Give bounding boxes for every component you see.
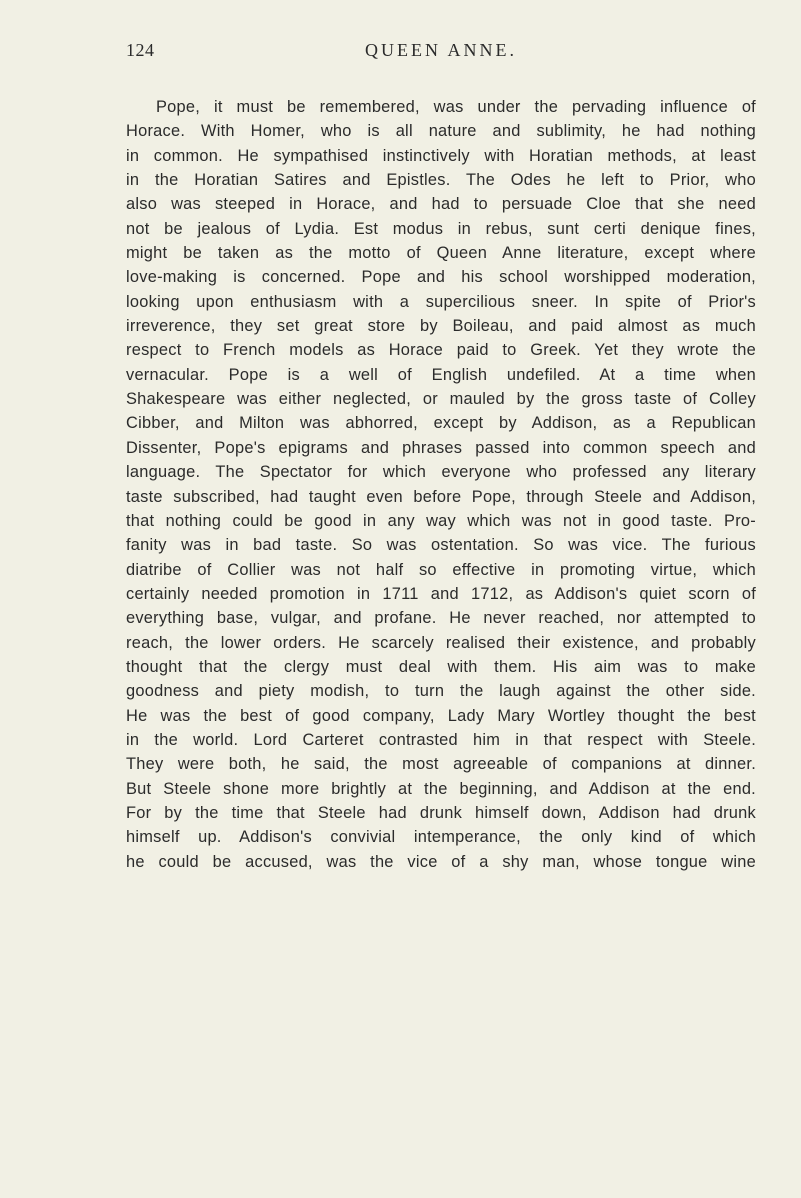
text-line: irreverence, they set great store by Boileau, and paid almost as much (126, 317, 756, 336)
text-line: language. The Spectator for which everyone who professed any literary (126, 463, 756, 482)
running-title: QUEEN ANNE. (365, 40, 517, 60)
text-line: Cibber, and Milton was abhorred, except by Addison, as a Republican (126, 414, 756, 433)
text-line: diatribe of Collier was not half so effective in promoting virtue, which (126, 560, 756, 579)
text-line: that nothing could be good in any way which was not in good taste. Pro- (126, 511, 756, 530)
text-line: They were both, he said, the most agreeable of companions at dinner. (126, 755, 756, 774)
text-line: love-making is concerned. Pope and his school worshipped moderation, (126, 268, 756, 287)
text-line: not be jealous of Lydia. Est modus in rebus, sunt certi denique fines, (126, 219, 756, 238)
text-line: fanity was in bad taste. So was ostentation. So was vice. The furious (126, 536, 756, 555)
text-line: reach, the lower orders. He scarcely realised their existence, and probably (126, 633, 756, 652)
text-line: in common. He sympathised instinctively with Horatian methods, at least (126, 146, 756, 165)
body-paragraph (126, 95, 756, 874)
text-line: respect to French models as Horace paid to Greek. Yet they wrote the (126, 341, 756, 360)
text-line: But Steele shone more brightly at the beginning, and Addison at the end. (126, 779, 756, 798)
text-line: in the Horatian Satires and Epistles. The Odes he left to Prior, who (126, 171, 756, 190)
text-line: goodness and piety modish, to turn the laugh against the other side. (126, 682, 756, 701)
text-line: he could be accused, was the vice of a shy man, whose tongue wine (126, 852, 756, 871)
text-line: in the world. Lord Carteret contrasted him in that respect with Steele. (126, 730, 756, 749)
text-line: looking upon enthusiasm with a supercilious sneer. In spite of Prior's (126, 292, 756, 311)
page-header (126, 40, 756, 70)
text-line: Pope, it must be remembered, was under the pervading influence of (156, 98, 756, 116)
page-number: 124 (126, 40, 155, 60)
text-line: everything base, vulgar, and profane. He never reached, nor attempted to (126, 609, 756, 628)
text-line: Dissenter, Pope's epigrams and phrases passed into common speech and (126, 438, 756, 457)
text-line: For by the time that Steele had drunk himself down, Addison had drunk (126, 803, 756, 822)
text-line: thought that the clergy must deal with them. His aim was to make (126, 657, 756, 676)
text-line: Shakespeare was either neglected, or mauled by the gross taste of Colley (126, 390, 756, 409)
text-line: vernacular. Pope is a well of English undefiled. At a time when (126, 365, 756, 384)
text-line: taste subscribed, had taught even before Pope, through Steele and Addison, (126, 487, 756, 506)
text-line: also was steeped in Horace, and had to persuade Cloe that she need (126, 195, 756, 214)
text-line: might be taken as the motto of Queen Anne literature, except where (126, 244, 756, 263)
text-line: Horace. With Homer, who is all nature and sublimity, he had nothing (126, 122, 756, 141)
text-line: certainly needed promotion in 1711 and 1712, as Addison's quiet scorn of (126, 584, 756, 603)
text-line: He was the best of good company, Lady Mary Wortley thought the best (126, 706, 756, 725)
text-line: himself up. Addison's convivial intemperance, the only kind of which (126, 828, 756, 847)
